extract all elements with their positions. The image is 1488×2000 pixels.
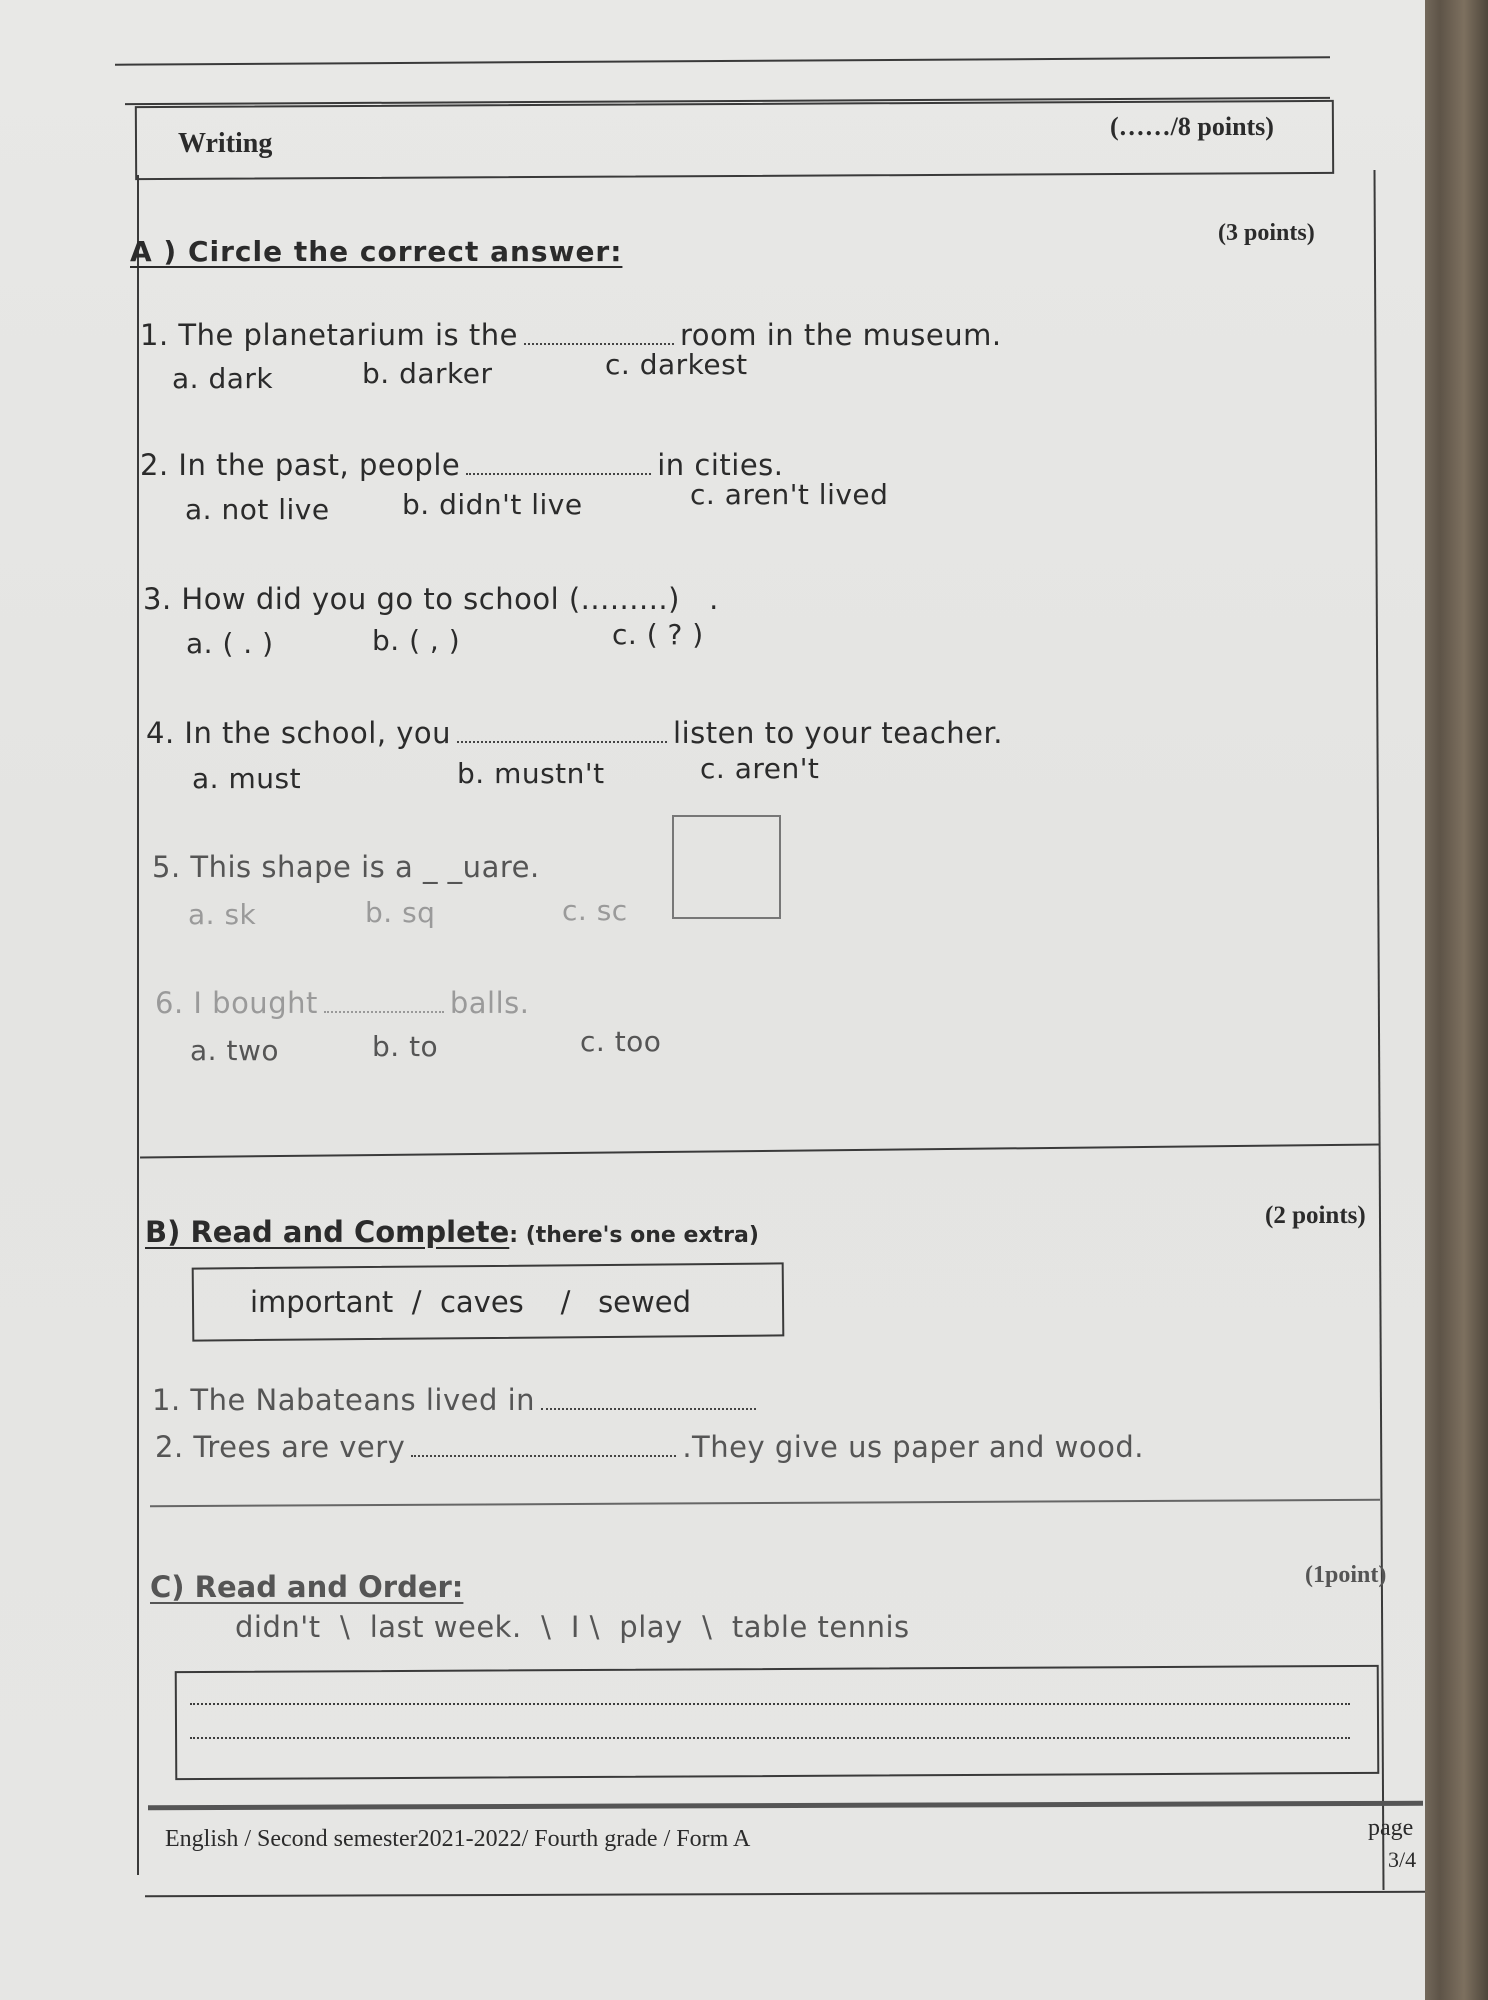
- q2-option-b[interactable]: b. didn't live: [402, 488, 583, 521]
- q4-option-a[interactable]: a. must: [192, 762, 302, 795]
- q4-option-b[interactable]: b. mustn't: [457, 757, 605, 790]
- q2-option-a[interactable]: a. not live: [185, 493, 330, 526]
- q3-option-b[interactable]: b. ( , ): [372, 624, 461, 657]
- footer-text: English / Second semester2021-2022/ Fourth grade / Form A: [165, 1826, 751, 1852]
- section-b-question-2: 2. Trees are very .They give us paper and wood.: [155, 1430, 1144, 1464]
- answer-line-1[interactable]: [190, 1703, 1350, 1705]
- question-5: 5. This shape is a _ _uare.: [152, 850, 540, 884]
- page-label: page: [1368, 1815, 1414, 1841]
- answer-box: [175, 1665, 1380, 1780]
- right-border: [1373, 170, 1384, 1890]
- q1-option-c[interactable]: c. darkest: [605, 348, 748, 381]
- q6-option-b[interactable]: b. to: [372, 1030, 439, 1063]
- order-words: didn't \ last week. \ I \ play \ table tennis: [235, 1610, 910, 1644]
- footer-rule: [148, 1801, 1423, 1810]
- question-6: 6. I bought balls.: [155, 986, 530, 1020]
- answer-line-2[interactable]: [190, 1737, 1350, 1739]
- section-c-points: (1point): [1305, 1562, 1387, 1588]
- page-number: 3/4: [1388, 1847, 1417, 1872]
- q6-option-a[interactable]: a. two: [190, 1034, 279, 1067]
- section-b-title: B) Read and Complete: (there's one extra): [145, 1215, 759, 1249]
- question-4: 4. In the school, you listen to your teacher.: [146, 716, 1003, 750]
- left-border: [137, 175, 139, 1875]
- q2-option-c[interactable]: c. aren't lived: [690, 478, 889, 511]
- q1-option-a[interactable]: a. dark: [172, 362, 274, 395]
- q5-option-a[interactable]: a. sk: [188, 898, 257, 931]
- section-divider-2: [150, 1499, 1380, 1507]
- question-1: 1. The planetarium is the room in the museum.: [140, 318, 1002, 352]
- q4-option-c[interactable]: c. aren't: [700, 752, 820, 785]
- section-b-points: (2 points): [1265, 1202, 1366, 1229]
- square-shape: [672, 815, 781, 919]
- word-caves: caves: [439, 1285, 524, 1319]
- top-border-line: [115, 56, 1330, 65]
- section-title: Writing: [178, 128, 273, 159]
- total-points: (……/8 points): [1110, 112, 1274, 141]
- section-a-title: A ) Circle the correct answer:: [130, 235, 623, 268]
- q5-option-b[interactable]: b. sq: [365, 896, 436, 929]
- section-b-question-1: 1. The Nabateans lived in: [152, 1383, 762, 1417]
- q3-option-c[interactable]: c. ( ? ): [612, 618, 704, 651]
- question-2: 2. In the past, people in cities.: [140, 448, 784, 482]
- section-a-points: (3 points): [1218, 220, 1315, 246]
- word-important: important: [250, 1285, 394, 1319]
- word-sewed: sewed: [598, 1285, 691, 1319]
- q3-option-a[interactable]: a. ( . ): [186, 627, 274, 660]
- q1-option-b[interactable]: b. darker: [362, 357, 493, 390]
- section-c-title: C) Read and Order:: [150, 1570, 464, 1604]
- q6-option-c[interactable]: c. too: [580, 1025, 662, 1058]
- question-3: 3. How did you go to school (.........) .: [143, 582, 719, 616]
- section-divider: [140, 1144, 1380, 1159]
- q5-option-c[interactable]: c. sc: [562, 894, 628, 927]
- bottom-border: [145, 1891, 1425, 1897]
- word-bank: important / caves / sewed: [250, 1285, 691, 1319]
